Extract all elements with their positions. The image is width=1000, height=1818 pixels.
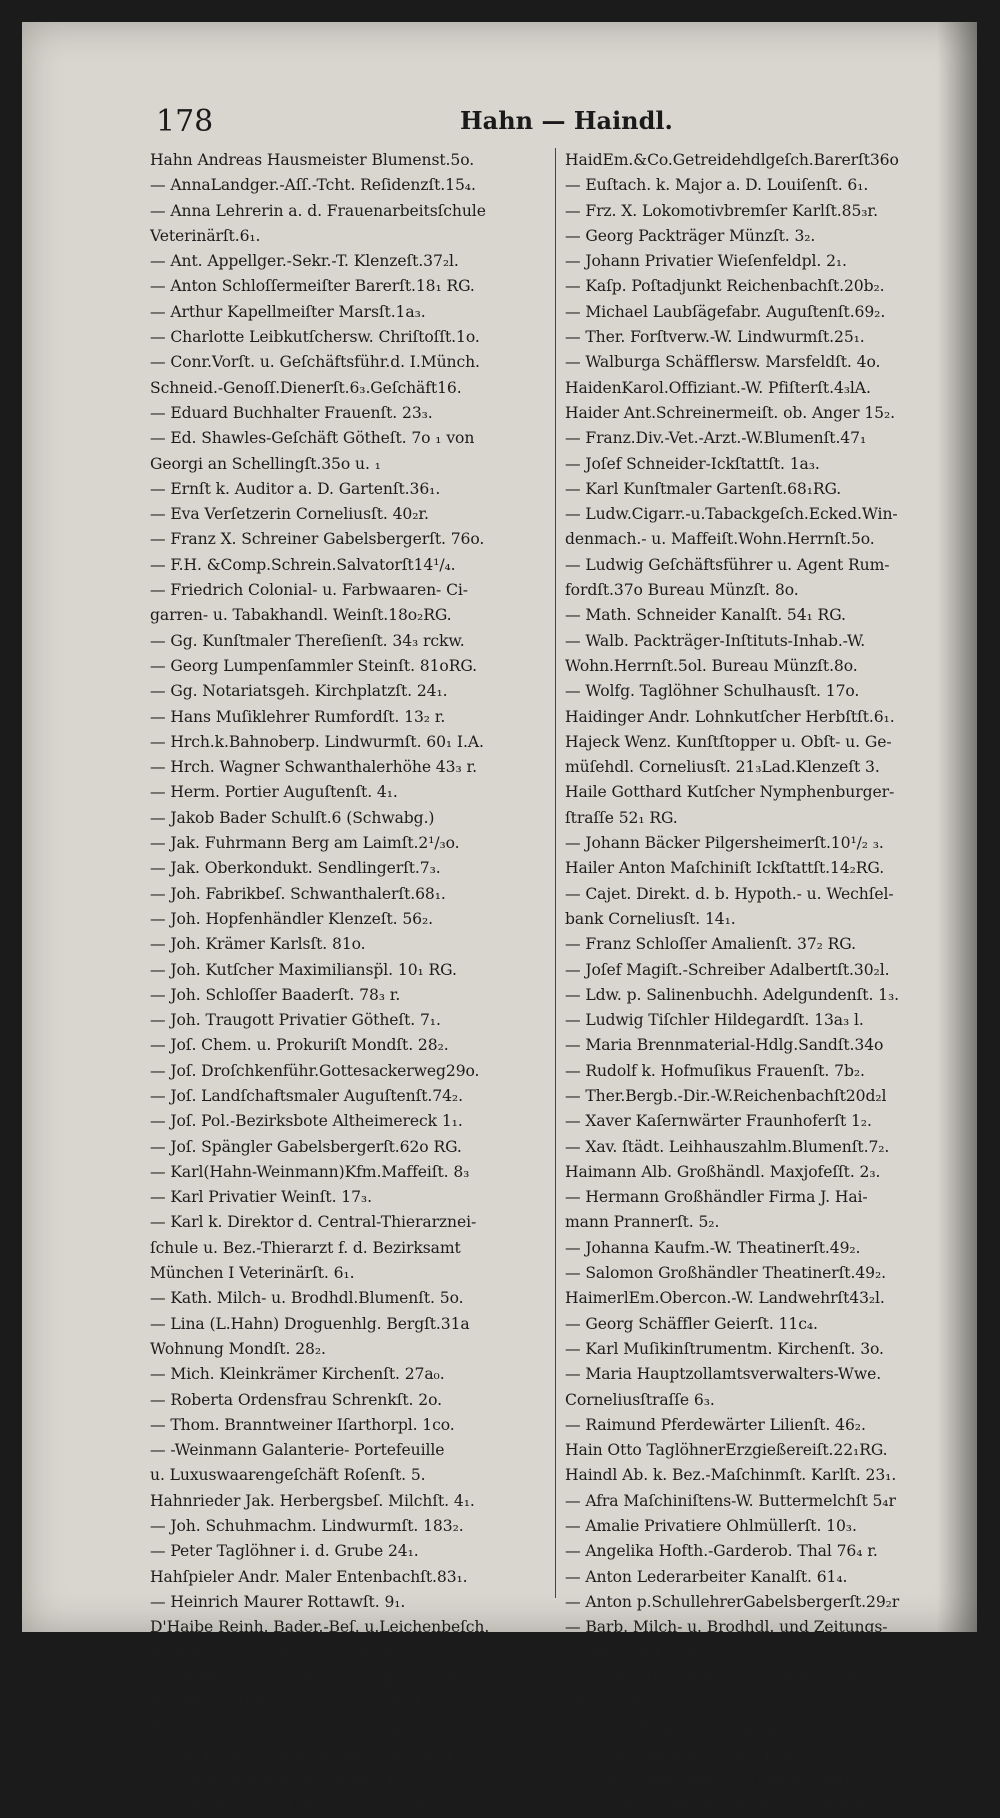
- page-header: [140, 100, 920, 140]
- directory-entry-line: — Friedrich Colonial- u. Farbwaaren- Ci-: [150, 581, 468, 600]
- directory-entry-line: — Joh. Schloſſer Baaderſt. 78₃ r.: [150, 985, 401, 1004]
- directory-entry-line: — Joh. Traugott Privatier Götheſt. 7₁.: [150, 1011, 441, 1030]
- directory-entry-line: — Karl k. Direktor d. Central-Thierarznei-: [150, 1213, 477, 1232]
- directory-entry-line: — Eduard Hoflakal Thereſienſt. 60₁.: [565, 1744, 847, 1763]
- directory-entry-line: — Thom. Branntweiner Iſarthorpl. 1co.: [150, 1415, 455, 1434]
- directory-entry-line: — Kath. Milch- u. Brodhdl.Blumenſt. 5o.: [150, 1289, 464, 1308]
- directory-entry-line: ſtraſſe 52₁ RG.: [565, 808, 678, 827]
- directory-entry-line: — Hrch. Wagner Schwanthalerhöhe 43₃ r.: [150, 758, 477, 777]
- directory-entry-line: raths-W. Karlſt. 23₁.: [565, 1694, 718, 1713]
- directory-entry-line: Schneid.-Genoſſ.Dienerſt.6₃.Geſchäft16.: [150, 378, 462, 397]
- directory-entry-line: — Joſ. Chem. u. Prokuriſt Mondſt. 28₂.: [150, 1036, 449, 1055]
- directory-entry-line: — Frz. Haderniederlagebeſ. ob. Anger 54₁.: [565, 1795, 900, 1814]
- directory-entry-line: Haible Joſ. Dekor.-Maler Spitalſtr.13₁.: [150, 1694, 443, 1713]
- directory-entry-line: — Charl v.Hauptmünzamtsdir.-u.Geheim-: [565, 1668, 885, 1687]
- directory-entry-line: denmach.- u. Maffeiſt.Wohn.Herrnſt.5o.: [565, 530, 875, 549]
- directory-entry-line: — Joſ. Droſchkenführ.Gottesackerweg29o.: [150, 1061, 480, 1080]
- directory-entry-line: — Georg Lumpenſammler Steinſt. 81oRG.: [150, 656, 478, 675]
- directory-entry-line: — Karl Muſikinſtrumentm. Kirchenſt. 3o.: [565, 1339, 884, 1358]
- directory-entry-line: — Eva Verſetzerin Corneliusſt. 40₂r.: [150, 505, 429, 524]
- directory-entry-line: — Wolfg. Taglöhner Schulhausſt. 17o.: [565, 682, 860, 701]
- right-column: [565, 148, 960, 1814]
- directory-entry-line: — Walburga Schäfflersw. Marsfeldſt. 4o.: [565, 353, 881, 372]
- directory-entry-line: — Cajet. Direkt. d. b. Hypoth.- u. Wechſel-: [565, 884, 894, 903]
- directory-entry-line: — Anton p.SchullehrerGabelsbergerſt.29₂r: [565, 1592, 900, 1611]
- directory-entry-line: München I Veterinärſt. 6₁.: [150, 1264, 355, 1283]
- directory-entry-line: HaidEm.&Co.Getreidehdlgeſch.Barerſt36o: [565, 151, 899, 169]
- directory-entry-line: — Charlotte Leibkutſchersw. Chriſtoſſt.1o.: [150, 328, 480, 347]
- directory-entry-line: — Franz Schloſſer Amalienſt. 37₂ RG.: [565, 935, 856, 954]
- directory-entry-line: — Hans Muſiklehrer Rumfordſt. 13₂ r.: [150, 707, 446, 726]
- directory-entry-line: — Ludwig Geſchäftsführer u. Agent Rum-: [565, 555, 890, 574]
- directory-entry-line: — Gg. Notariatsgeh. Kirchplatzſt. 24₁.: [150, 682, 448, 701]
- page-number: 178: [156, 104, 214, 139]
- directory-entry-line: — Ernſt k. Auditor a. D. Gartenſt.36₁.: [150, 479, 441, 498]
- directory-entry-line: — Joſ. Pol.-Bezirksbote Altheimereck 1₁.: [150, 1112, 463, 1131]
- directory-entry-line: — Gg. Kunſtmaler Thereſienſt. 34₃ rckw.: [150, 631, 465, 650]
- directory-entry-line: — Math. Schneider Kanalſt. 54₁ RG.: [565, 606, 846, 625]
- directory-entry-line: — Lina (L.Hahn) Droguenhlg. Bergſt.31a: [150, 1314, 470, 1333]
- directory-entry-line: — Xav. ſtädt. Leihhauszahlm.Blumenſt.7₂.: [565, 1137, 890, 1156]
- running-head: Hahn — Haindl.: [460, 106, 673, 135]
- directory-entry-line: — Karl(Hahn-Weinmann)Kfm.Maffeiſt. 8₃: [150, 1162, 470, 1181]
- directory-entry-line: — Georg Packträger Münzſt. 3₂.: [565, 226, 816, 245]
- directory-entry-line: — Angelika Hofth.-Garderob. Thal 76₄ r.: [565, 1542, 878, 1561]
- directory-entry-line: — Afra Maſchiniſtens-W. Buttermelchſt 5₄r: [565, 1491, 896, 1510]
- directory-entry-line: — Joh. Schuhmachm. Lindwurmſt. 183₂.: [150, 1517, 464, 1536]
- directory-entry-line: — Amalie Privatiere Ohlmüllerſt. 10₃.: [565, 1517, 857, 1536]
- directory-entry-line: ſchule u. Bez.-Thierarzt f. d. Bezirksamt: [150, 1238, 461, 1257]
- directory-entry-line: — Ant. Appellger.-Sekr.-T. Klenzeſt.37₂l.: [150, 252, 459, 271]
- directory-entry-line: — Johann Bäcker Pilgersheimerſt.10¹/₂ ₃.: [565, 834, 884, 853]
- directory-entry-line: Haibl Joh.Handſchuhm.Tegernſeerldſt121₁.: [150, 1668, 487, 1687]
- directory-entry-line: — Kaſp. Poſtadjunkt Reichenbachſt.20b₂.: [565, 277, 885, 296]
- directory-entry-line: — Walb. Packträger-Inſtituts-Inhab.-W.: [565, 631, 866, 650]
- directory-entry-line: Haimann Alb. Großhändl. Maxjofeſſt. 2₃.: [565, 1162, 881, 1181]
- directory-entry-line: müſehdl. Corneliusſt. 21₃Lad.Klenzeſt 3.: [565, 758, 880, 777]
- directory-entry-line: — Joſ. Landſchaftsmaler Auguſtenſt.74₂.: [150, 1086, 463, 1105]
- directory-entry-line: filiale Auguſtenſt.96o.: [565, 1643, 736, 1662]
- directory-entry-line: — Chriſtoph GetreideagentNeuhauſerſt.31₄: [150, 1744, 489, 1763]
- directory-entry-line: Haindl Ab. k. Bez.-Maſchinmſt. Karlſt. 23₁.: [565, 1466, 897, 1485]
- directory-entry-line: — Anton Schloſſermeiſter Barerſt.18₁ RG.: [150, 277, 475, 296]
- directory-entry-line: bank Corneliusſt. 14₁.: [565, 909, 736, 928]
- directory-entry-line: Wohnung Mondſt. 28₂.: [150, 1339, 326, 1358]
- directory-entry-line: HaidenKarol.Offiziant.-W. Pfiſterſt.4₃lA.: [565, 378, 871, 397]
- directory-entry-line: Haider Ant.Schreinermeiſt. ob. Anger 15₂.: [565, 403, 896, 422]
- directory-entry-line: — Georg Schäffler Geierſt. 11c₄.: [565, 1314, 818, 1333]
- directory-entry-line: — Joſef Schneider-Ickſtattſt. 1a₃.: [565, 454, 820, 473]
- directory-entry-line: D'Haibe Reinh. Bader.-Beſ. u.Leichenbeſch.: [150, 1618, 490, 1637]
- directory-entry-line: Hahn Andreas Hausmeister Blumenst.5o.: [150, 151, 475, 169]
- directory-entry-line: — AnnaLandger.-Aſſ.-Tcht. Reſidenzſt.15₄.: [150, 176, 476, 195]
- directory-entry-line: Haile Gotthard Kutſcher Nymphenburger-: [565, 783, 895, 802]
- directory-entry-line: — Raimund Pferdewärter Lilienſt. 46₂.: [565, 1415, 866, 1434]
- directory-entry-line: — Jak. Fuhrmann Berg am Laimſt.2¹/₃o.: [150, 834, 460, 853]
- directory-entry-line: — Heinrich Maurer Rottawſt. 9₁.: [150, 1592, 406, 1611]
- directory-entry-line: Blumenſt. 37₂. Offiz. Schützenſt. 1.: [150, 1643, 423, 1662]
- directory-entry-line: — Karl Privatier Weinſt. 17₃.: [150, 1188, 372, 1207]
- directory-entry-line: — Rudolf k. Hofmuſikus Frauenſt. 7b₂.: [565, 1061, 865, 1080]
- directory-entry-line: — Michael Laubſägefabr. Auguſtenſt.69₂.: [565, 302, 886, 321]
- directory-entry-line: — Karl Kunſtmaler Gartenſt.68₁RG.: [565, 479, 842, 498]
- directory-entry-line: — Franz X. Schreiner Gabelsbergerſt. 76o.: [150, 530, 485, 549]
- directory-entry-line: — Salomon Großhändler Theatinerſt.49₂.: [565, 1264, 886, 1283]
- directory-entry-line: — Joh. Fabrikbeſ. Schwanthalerſt.68₁.: [150, 884, 446, 903]
- directory-entry-line: — Joh. Krämer Karlsſt. 81o.: [150, 935, 366, 954]
- directory-entry-line: — Eug.k.Oberlandg.-RathLandwehrſt37₃r.: [565, 1770, 893, 1788]
- directory-entry-line: Georgi an Schellingſt.35o u. ₁: [150, 454, 381, 473]
- directory-page: [22, 22, 977, 1814]
- directory-entry-line: Haid Anton Lakirer Weinbauernſt.6₁.: [150, 1719, 438, 1738]
- directory-entry-line: Hahſpieler Andr. Maler Entenbachſt.83₁.: [150, 1567, 468, 1586]
- directory-entry-line: — Ludw.Cigarr.-u.Tabackgeſch.Ecked.Win-: [565, 505, 898, 524]
- directory-entry-line: — F.H. &Comp.Schrein.Salvatorſt14¹/₄.: [150, 555, 456, 574]
- directory-entry-line: — Anton Lederarbeiter Kanalſt. 61₄.: [565, 1567, 848, 1586]
- directory-entry-line: — Creſc. Rentiersw. Schwanthalerſt. 88o.: [565, 1719, 889, 1738]
- directory-entry-line: Hahnrieder Jak. Herbergsbeſ. Milchſt. 4₁.: [150, 1491, 475, 1510]
- directory-entry-line: — Franz.Div.-Vet.-Arzt.-W.Blumenſt.47₁: [565, 429, 867, 448]
- directory-entry-line: — Mich. Kleinkrämer Kirchenſt. 27a₀.: [150, 1365, 445, 1384]
- directory-entry-line: Corneliusſtraſſe 6₃.: [565, 1390, 715, 1409]
- directory-entry-line: Hailer Anton Maſchiniſt Ickſtattſt.14₂RG.: [565, 859, 885, 878]
- directory-entry-line: Haidinger Andr. Lohnkutſcher Herbſtſt.6₁.: [565, 707, 895, 726]
- left-column: [150, 148, 545, 1814]
- directory-entry-line: Hajeck Wenz. Kunſtſtopper u. Obſt- u. Ge-: [565, 732, 892, 751]
- directory-entry-line: garren- u. Tabakhandl. Weinſt.18o₂RG.: [150, 606, 452, 625]
- directory-entry-line: fordſt.37o Bureau Münzſt. 8o.: [565, 581, 799, 600]
- directory-entry-line: — Johanna Kaufm.-W. Theatinerſt.49₂.: [565, 1238, 861, 1257]
- directory-entry-line: u. Luxuswaarengeſchäft Roſenſt. 5.: [150, 1466, 426, 1485]
- column-divider: [555, 148, 556, 1598]
- directory-entry-line: — Ther.Bergb.-Dir.-W.Reichenbachſt20d₂l: [565, 1086, 887, 1105]
- directory-entry-line: mann Prannerſt. 5₂.: [565, 1213, 720, 1232]
- directory-entry-line: — -Weinmann Galanterie- Portefeuille: [150, 1441, 445, 1460]
- directory-entry-line: — Joſ. Spängler Gabelsbergerſt.62o RG.: [150, 1137, 462, 1156]
- directory-entry-line: Veterinärſt.6₁.: [150, 226, 261, 245]
- directory-entry-line: — Ed. Shawles-Geſchäft Götheſt. 7o ₁ von: [150, 429, 475, 448]
- directory-entry-line: — Anna Lehrerin a. d. Frauenarbeitsſchule: [150, 201, 486, 220]
- directory-entry-line: — Eduard Buchhalter Frauenſt. 23₃.: [150, 403, 433, 422]
- directory-entry-line: — Ther. Forſtverw.-W. Lindwurmſt.25₁.: [565, 328, 865, 347]
- directory-entry-line: — Herm. Portier Auguſtenſt. 4₁.: [150, 783, 398, 802]
- directory-entry-line: — Peter Taglöhner i. d. Grube 24₁.: [150, 1542, 419, 1561]
- directory-entry-line: — Ldw. p. Salinenbuchh. Adelgundenſt. 1₃.: [565, 985, 899, 1004]
- directory-entry-line: — Joſef Magiſt.-Schreiber Adalbertſt.30₂l.: [565, 960, 890, 979]
- directory-entry-line: — Ludwig Tiſchler Hildegardſt. 13a₃ l.: [565, 1011, 864, 1030]
- directory-entry-line: — Maria Brennmaterial-Hdlg.Sandſt.34o: [565, 1036, 884, 1055]
- directory-entry-line: — Xaver Kaſernwärter Fraunhoferſt 1₂.: [565, 1112, 872, 1131]
- directory-entry-line: — Eduard Kaufmann Götheſt. 13₂.: [150, 1770, 417, 1788]
- directory-entry-line: — Hrch.k.Bahnoberp. Lindwurmſt. 60₁ I.A.: [150, 732, 484, 751]
- directory-entry-line: — Arthur Kapellmeiſter Marsſt.1a₃.: [150, 302, 426, 321]
- directory-entry-line: — Jakob Bader Schulſt.6 (Schwabg.): [150, 808, 435, 827]
- directory-entry-line: — Maria Hauptzollamtsverwalters-Wwe.: [565, 1365, 882, 1384]
- directory-entry-line: — Hermann Großhändler Firma J. Hai-: [565, 1188, 868, 1207]
- directory-entry-line: — Conr.Vorſt. u. Geſchäftsführ.d. I.Münch.: [150, 353, 480, 372]
- directory-entry-line: — Joh. Hopfenhändler Klenzeſt. 56₂.: [150, 909, 434, 928]
- directory-entry-line: — Barb. Milch- u. Brodhdl. und Zeitungs-: [565, 1618, 888, 1637]
- directory-entry-line: — Joh. Kutſcher Maximiliansp̈l. 10₁ RG.: [150, 960, 457, 979]
- directory-entry-line: — Emanuel (Em. Haid & Cie.) Barerſt.36o: [150, 1795, 479, 1814]
- directory-entry-line: Wohn.Herrnſt.5ol. Bureau Münzſt.8o.: [565, 656, 858, 675]
- directory-entry-line: — Roberta Ordensfrau Schrenkſt. 2o.: [150, 1390, 442, 1409]
- directory-entry-line: — Euſtach. k. Major a. D. Louiſenſt. 6₁.: [565, 176, 869, 195]
- directory-entry-line: — Johann Privatier Wieſenfeldpl. 2₁.: [565, 252, 847, 271]
- directory-entry-line: — Jak. Oberkondukt. Sendlingerſt.7₃.: [150, 859, 441, 878]
- directory-columns: [150, 148, 960, 1814]
- directory-entry-line: Hain Otto TaglöhnerErzgießereiſt.22₁RG.: [565, 1441, 888, 1460]
- directory-entry-line: — Frz. X. Lokomotivbremſer Karlſt.85₃r.: [565, 201, 878, 220]
- directory-entry-line: HaimerlEm.Obercon.-W. Landwehrſt43₂l.: [565, 1289, 885, 1308]
